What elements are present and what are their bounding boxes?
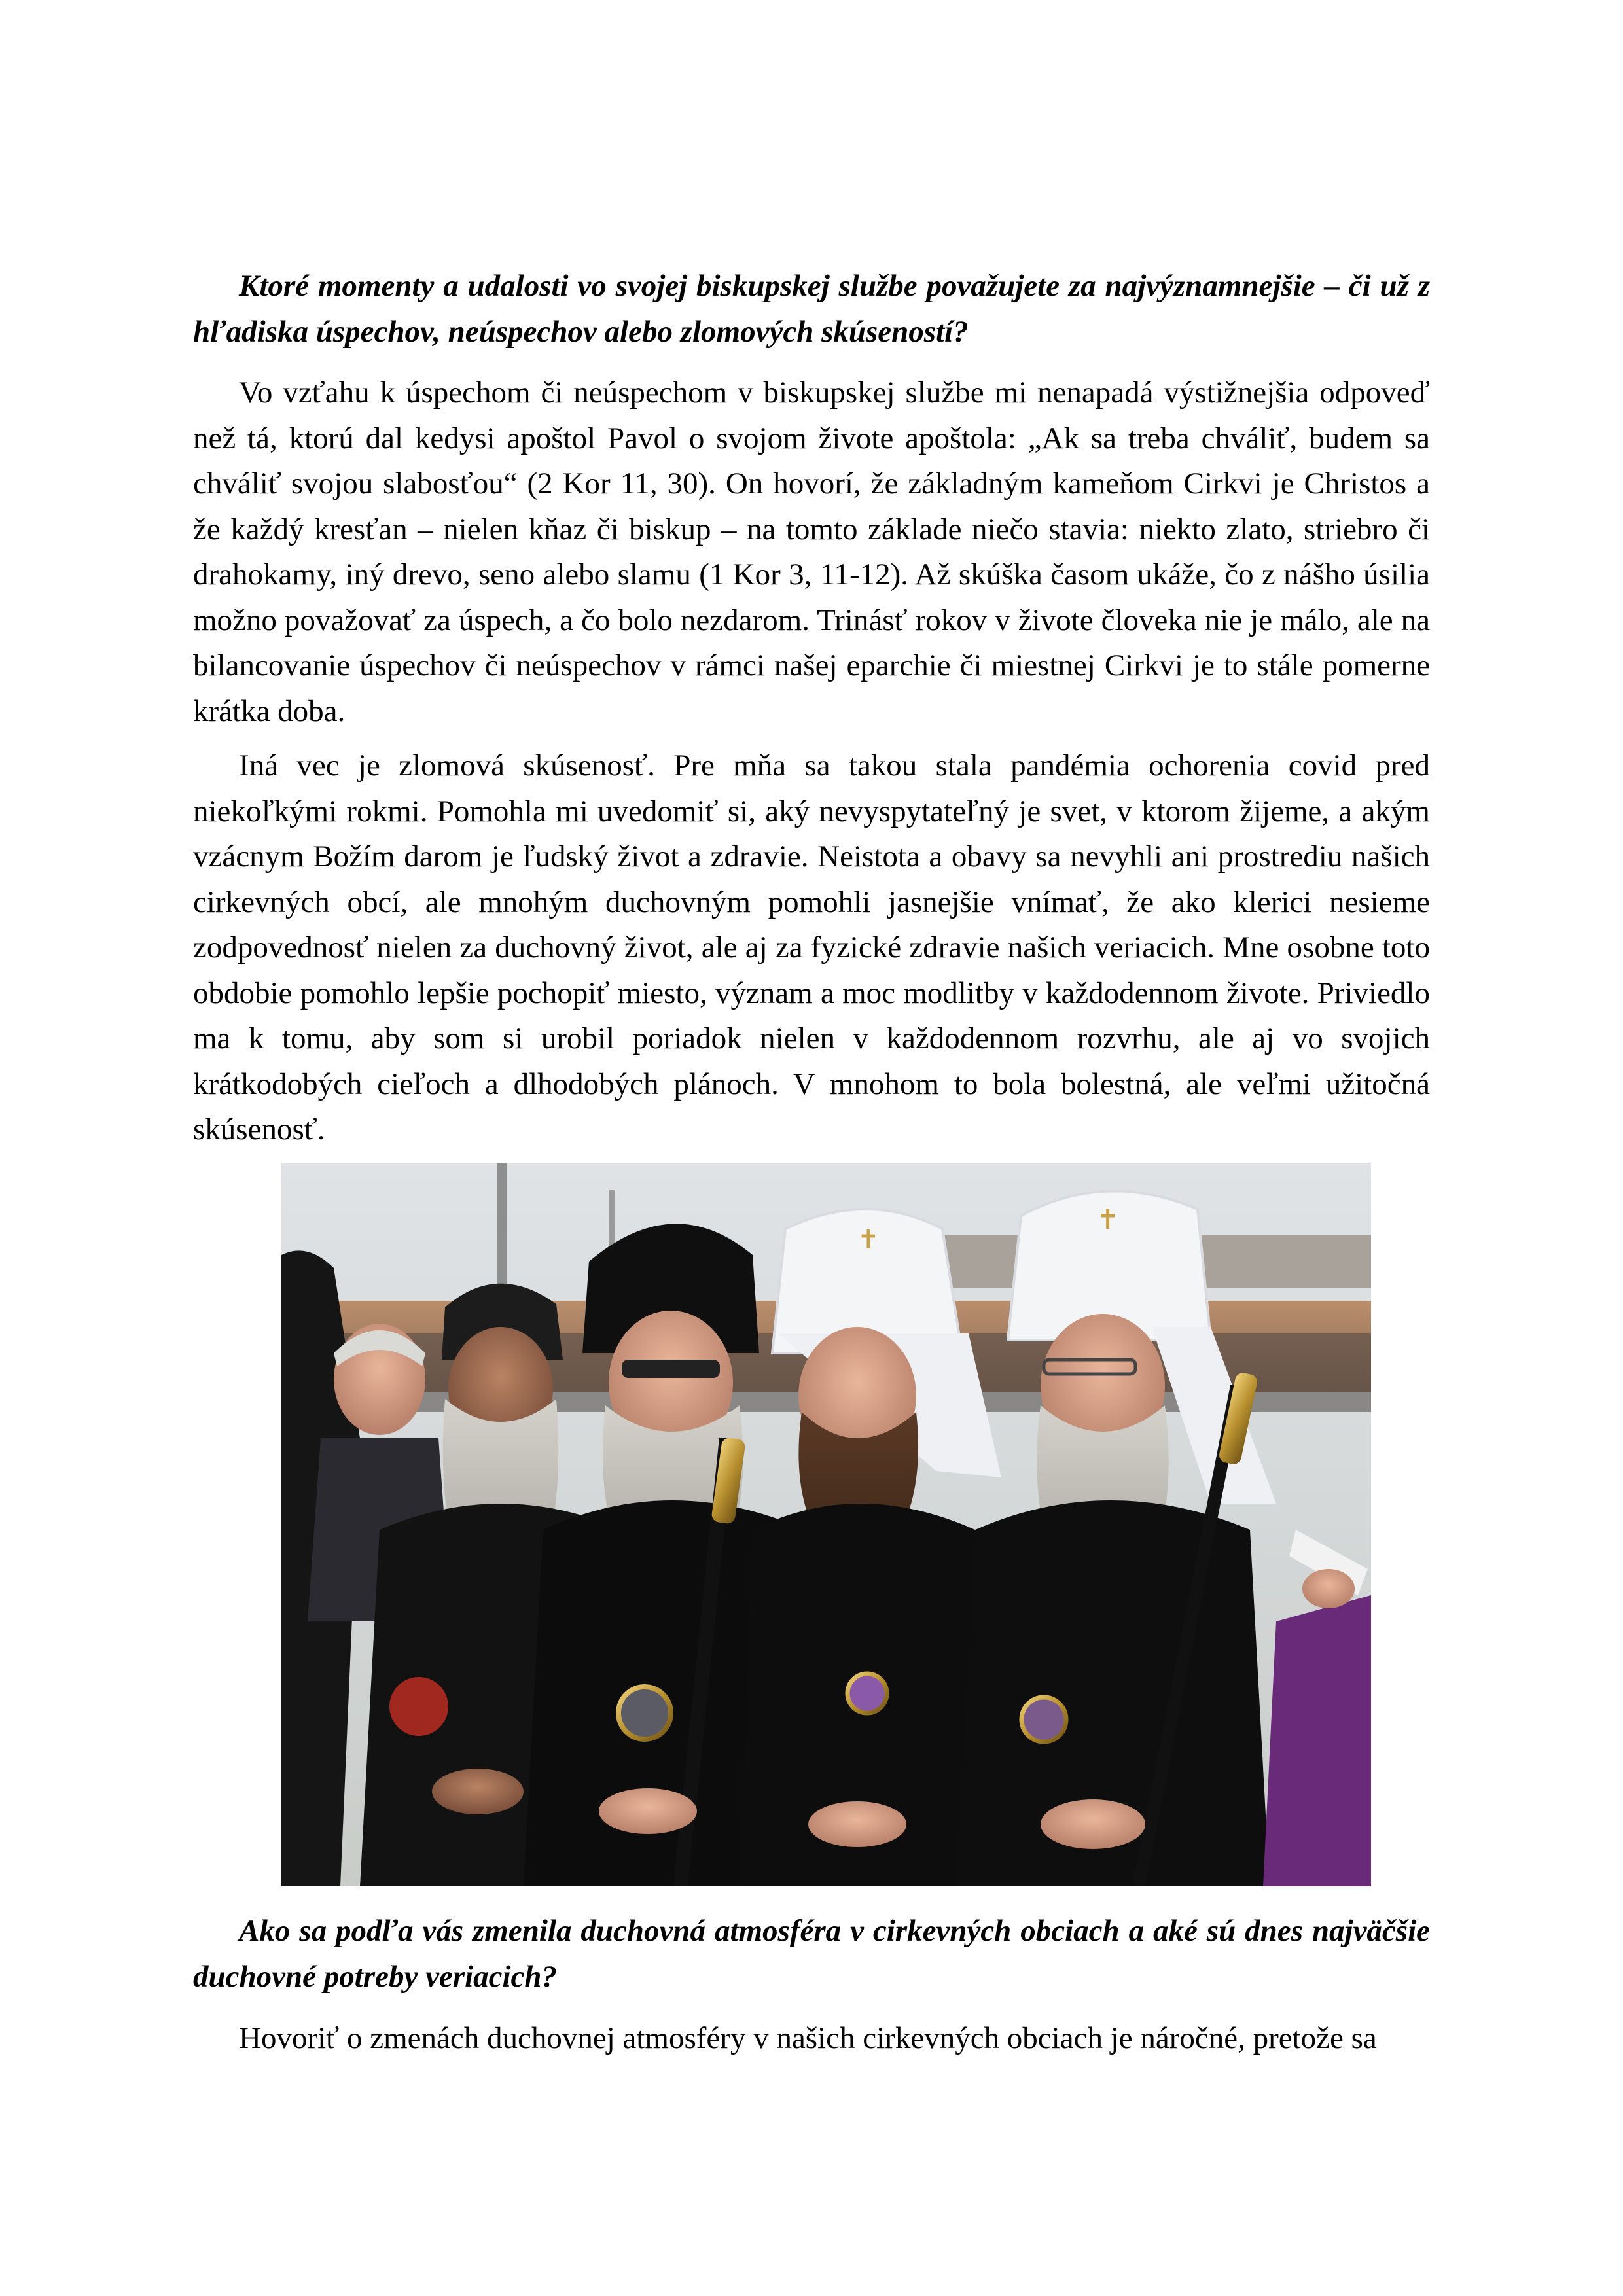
figure4-panagia <box>1022 1697 1066 1742</box>
figure1-hands <box>432 1769 524 1814</box>
answer-paragraph-1: Vo vzťahu k úspechom či neúspechom v biskupskej službe mi nenapadá výstižnejšia odpoveď než tá, ktorú dal kedysi apoštol Pavol o svojom živote apoštola: „Ak sa treba chváliť, budem sa chváliť svojou slabosťou“ (2 Kor 11, 30). On hovorí, že základným kameňom Cirkvi je Christos a že každý kresťan – nielen kňaz či biskup – na tomto základe niečo stavia: niekto zlato, striebro či drahokamy, iný drevo, seno alebo slamu (1 Kor 3, 11-12). Až skúška časom ukáže, čo z nášho úsilia možno považovať za úspech, a čo bolo nezdarom. Trinásť rokov v živote človeka nie je málo, ale na bilancovanie úspechov či neúspechov v rámci našej eparchie či miestnej Cirkvi je to stále pomerne krátka doba. <box>193 376 1430 728</box>
question-heading-2: Ako sa podľa vás zmenila duchovná atmosféra v cirkevných obciach a aké sú dnes najväčšie duchovné potreby veriacich? <box>193 1914 1430 1994</box>
figure2-hands <box>599 1788 697 1834</box>
figure3-panagia <box>847 1674 887 1713</box>
answer-paragraph-2: Iná vec je zlomová skúsenosť. Pre mňa sa takou stala pandémia ochorenia covid pred niekoľkými rokmi. Pomohla mi uvedomiť si, aký nevyspytateľný je svet, v ktorom žijeme, a akým vzácnym Božím darom je ľudský život a zdravie. Neistota a obavy sa nevyhli ani prostrediu našich cirkevných obcí, ale mnohým duchovným pomohli jasnejšie vnímať, že ako klerici nesieme zodpovednosť nielen za duchovný život, ale aj za fyzické zdravie našich veriacich. Mne osobne toto obdobie pomohlo lepšie pochopiť miesto, význam a moc modlitby v každodennom živote. Priviedlo ma k tomu, aby som si urobil poriadok nielen v každodennom rozvrhu, ale aj vo svojich krátkodobých cieľoch a dlhodobých plánoch. V mnohom to bola bolestná, ale veľmi užitočná skúsenosť. <box>193 749 1430 1146</box>
photo-illustration <box>281 1163 1371 1886</box>
figure1-sash <box>389 1677 448 1736</box>
figure4-cross-icon: ✝ <box>1096 1203 1120 1235</box>
figure2-panagia <box>618 1687 671 1739</box>
figure3-hands <box>808 1801 906 1847</box>
figure-right-edge-vestment <box>1263 1595 1371 1886</box>
answer-paragraph-3: Hovoriť o zmenách duchovnej atmosféry v našich cirkevných obciach je náročné, pretože sa <box>239 2021 1377 2055</box>
figure2-glasses <box>622 1360 720 1378</box>
photo-hierarchs <box>281 1163 1371 1886</box>
hand-right <box>1302 1569 1355 1608</box>
figure3-cross-icon: ✝ <box>857 1225 880 1255</box>
question-heading-1: Ktoré momenty a udalosti vo svojej biskupskej službe považujete za najvýznamnejšie – či už z hľadiska úspechov, neúspechov alebo zlomových skúseností? <box>193 269 1430 349</box>
figure4-hands <box>1041 1799 1145 1849</box>
